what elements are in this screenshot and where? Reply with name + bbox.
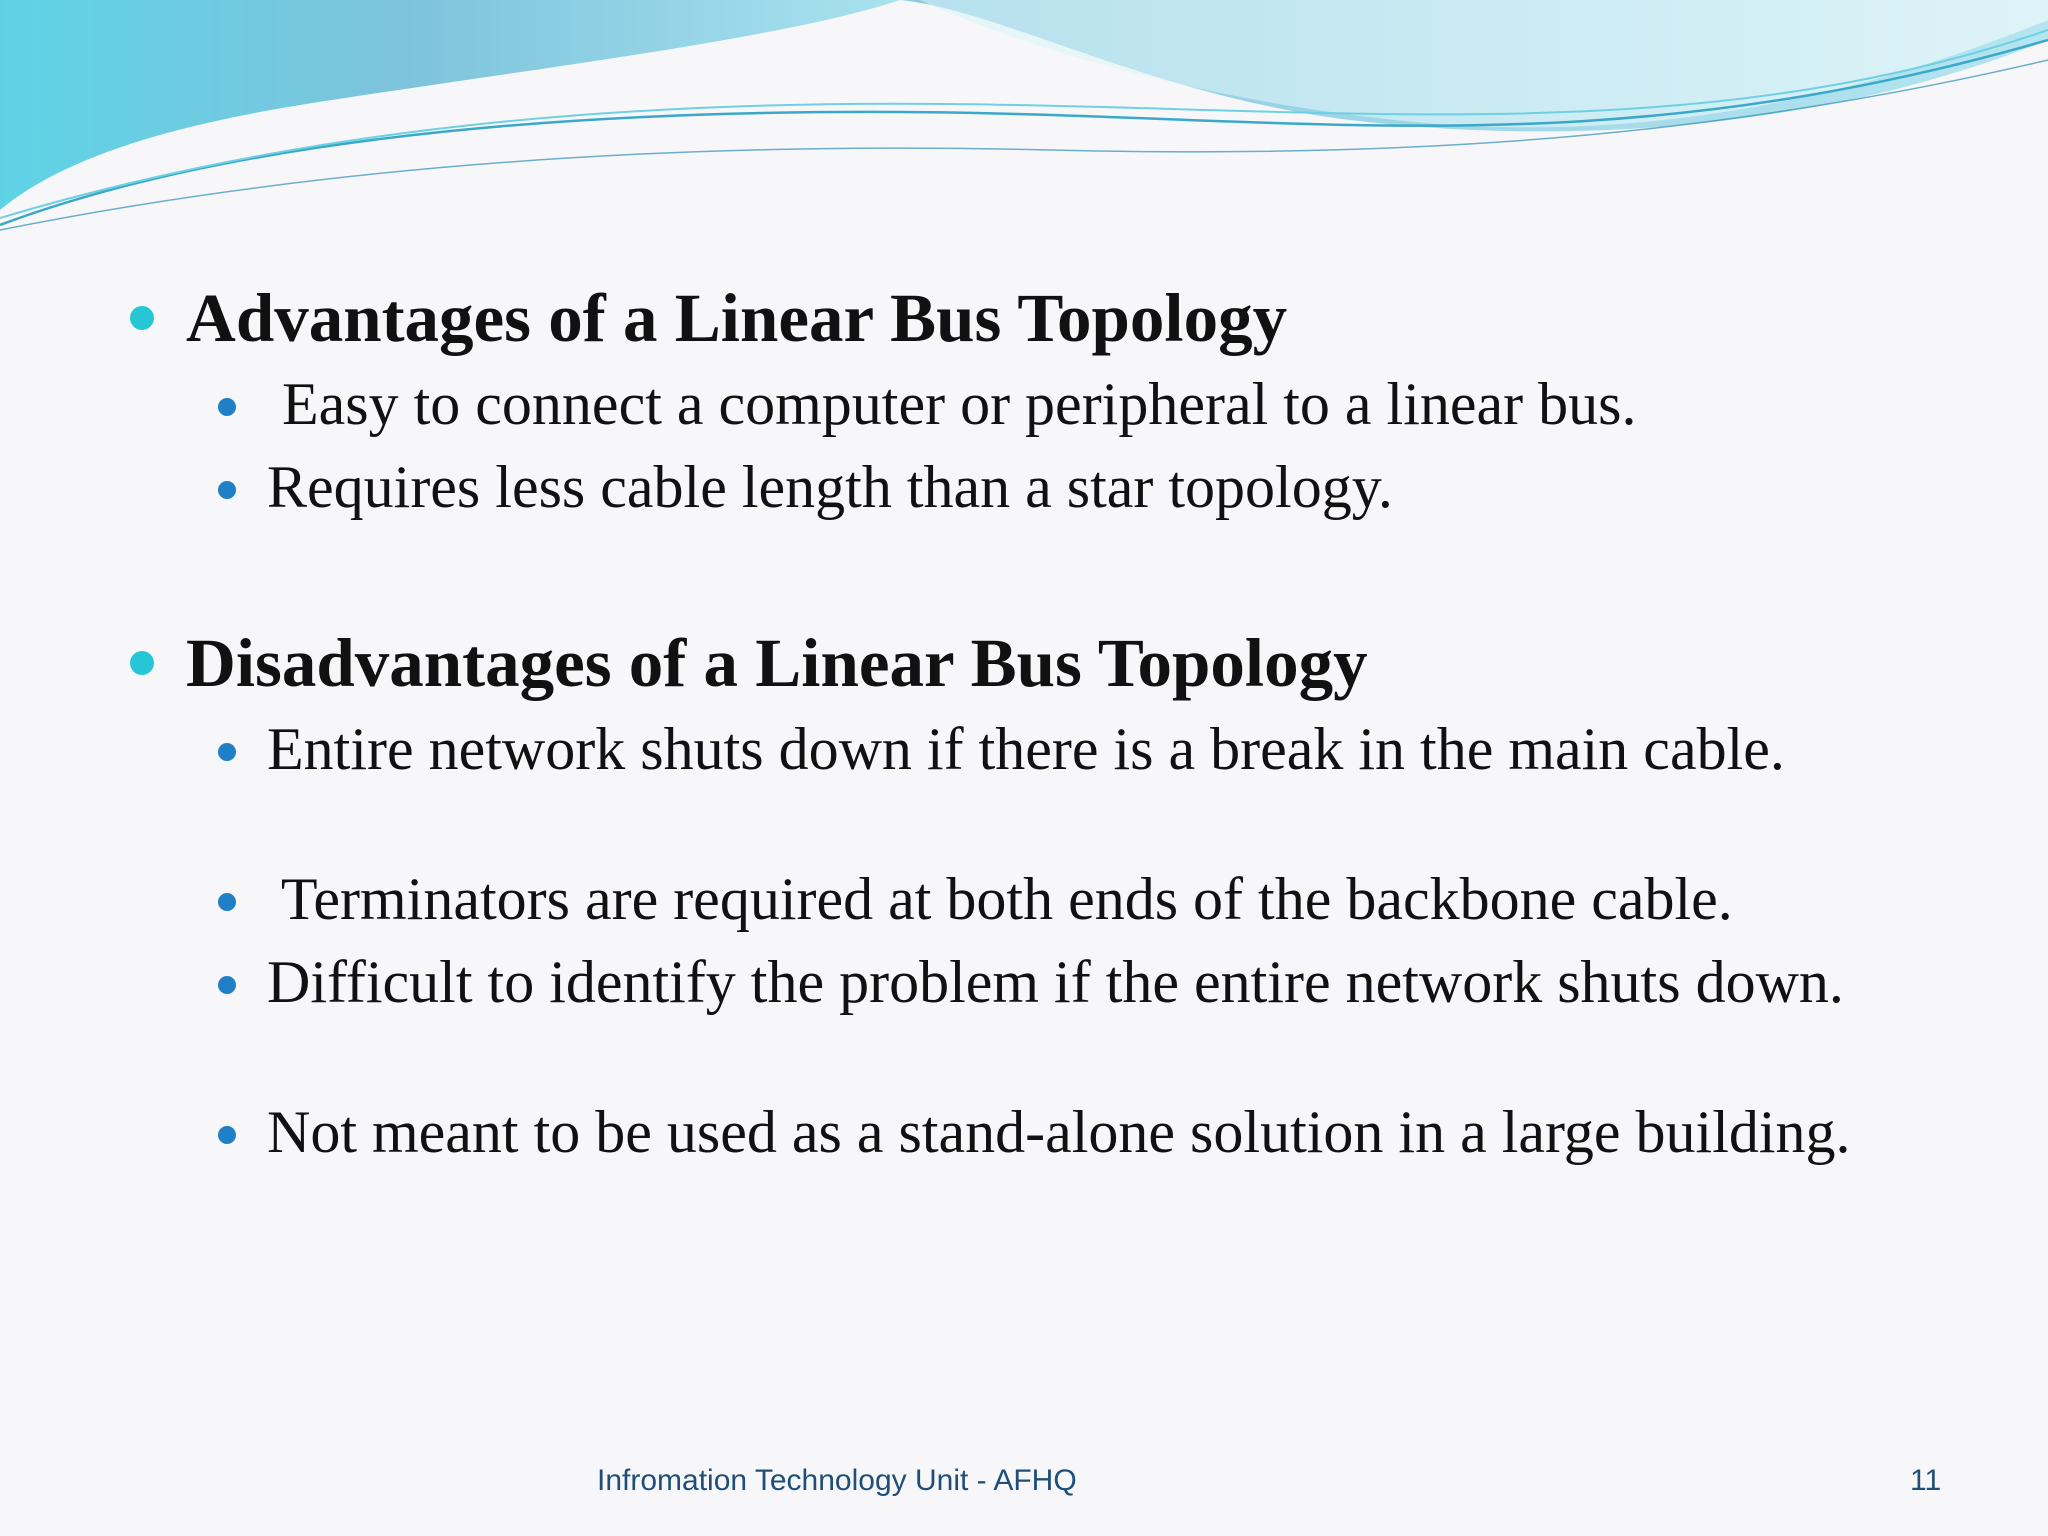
list-item: Easy to connect a computer or peripheral to a linear bus. xyxy=(267,371,1637,437)
bullet-icon xyxy=(218,1126,236,1144)
section-heading: Disadvantages of a Linear Bus Topology xyxy=(186,625,1368,701)
footer-text: Infromation Technology Unit - AFHQ xyxy=(597,1464,1077,1497)
page-number: 11 xyxy=(1910,1464,1942,1497)
section-heading: Advantages of a Linear Bus Topology xyxy=(186,280,1288,356)
bullet-icon xyxy=(130,651,154,675)
list-item: Entire network shuts down if there is a break in the main cable. xyxy=(267,716,1785,782)
bullet-icon xyxy=(218,481,236,499)
list-item: Not meant to be used as a stand-alone solution in a large building. xyxy=(267,1099,1851,1165)
bullet-icon xyxy=(218,398,236,416)
list-item: Difficult to identify the problem if the entire network shuts down. xyxy=(267,949,1844,1015)
bullet-icon xyxy=(130,306,154,330)
bullet-icon xyxy=(218,976,236,994)
list-item: Terminators are required at both ends of the backbone cable. xyxy=(267,866,1733,932)
list-item: Requires less cable length than a star topology. xyxy=(267,454,1393,520)
bullet-icon xyxy=(218,743,236,761)
bullet-icon xyxy=(218,893,236,911)
